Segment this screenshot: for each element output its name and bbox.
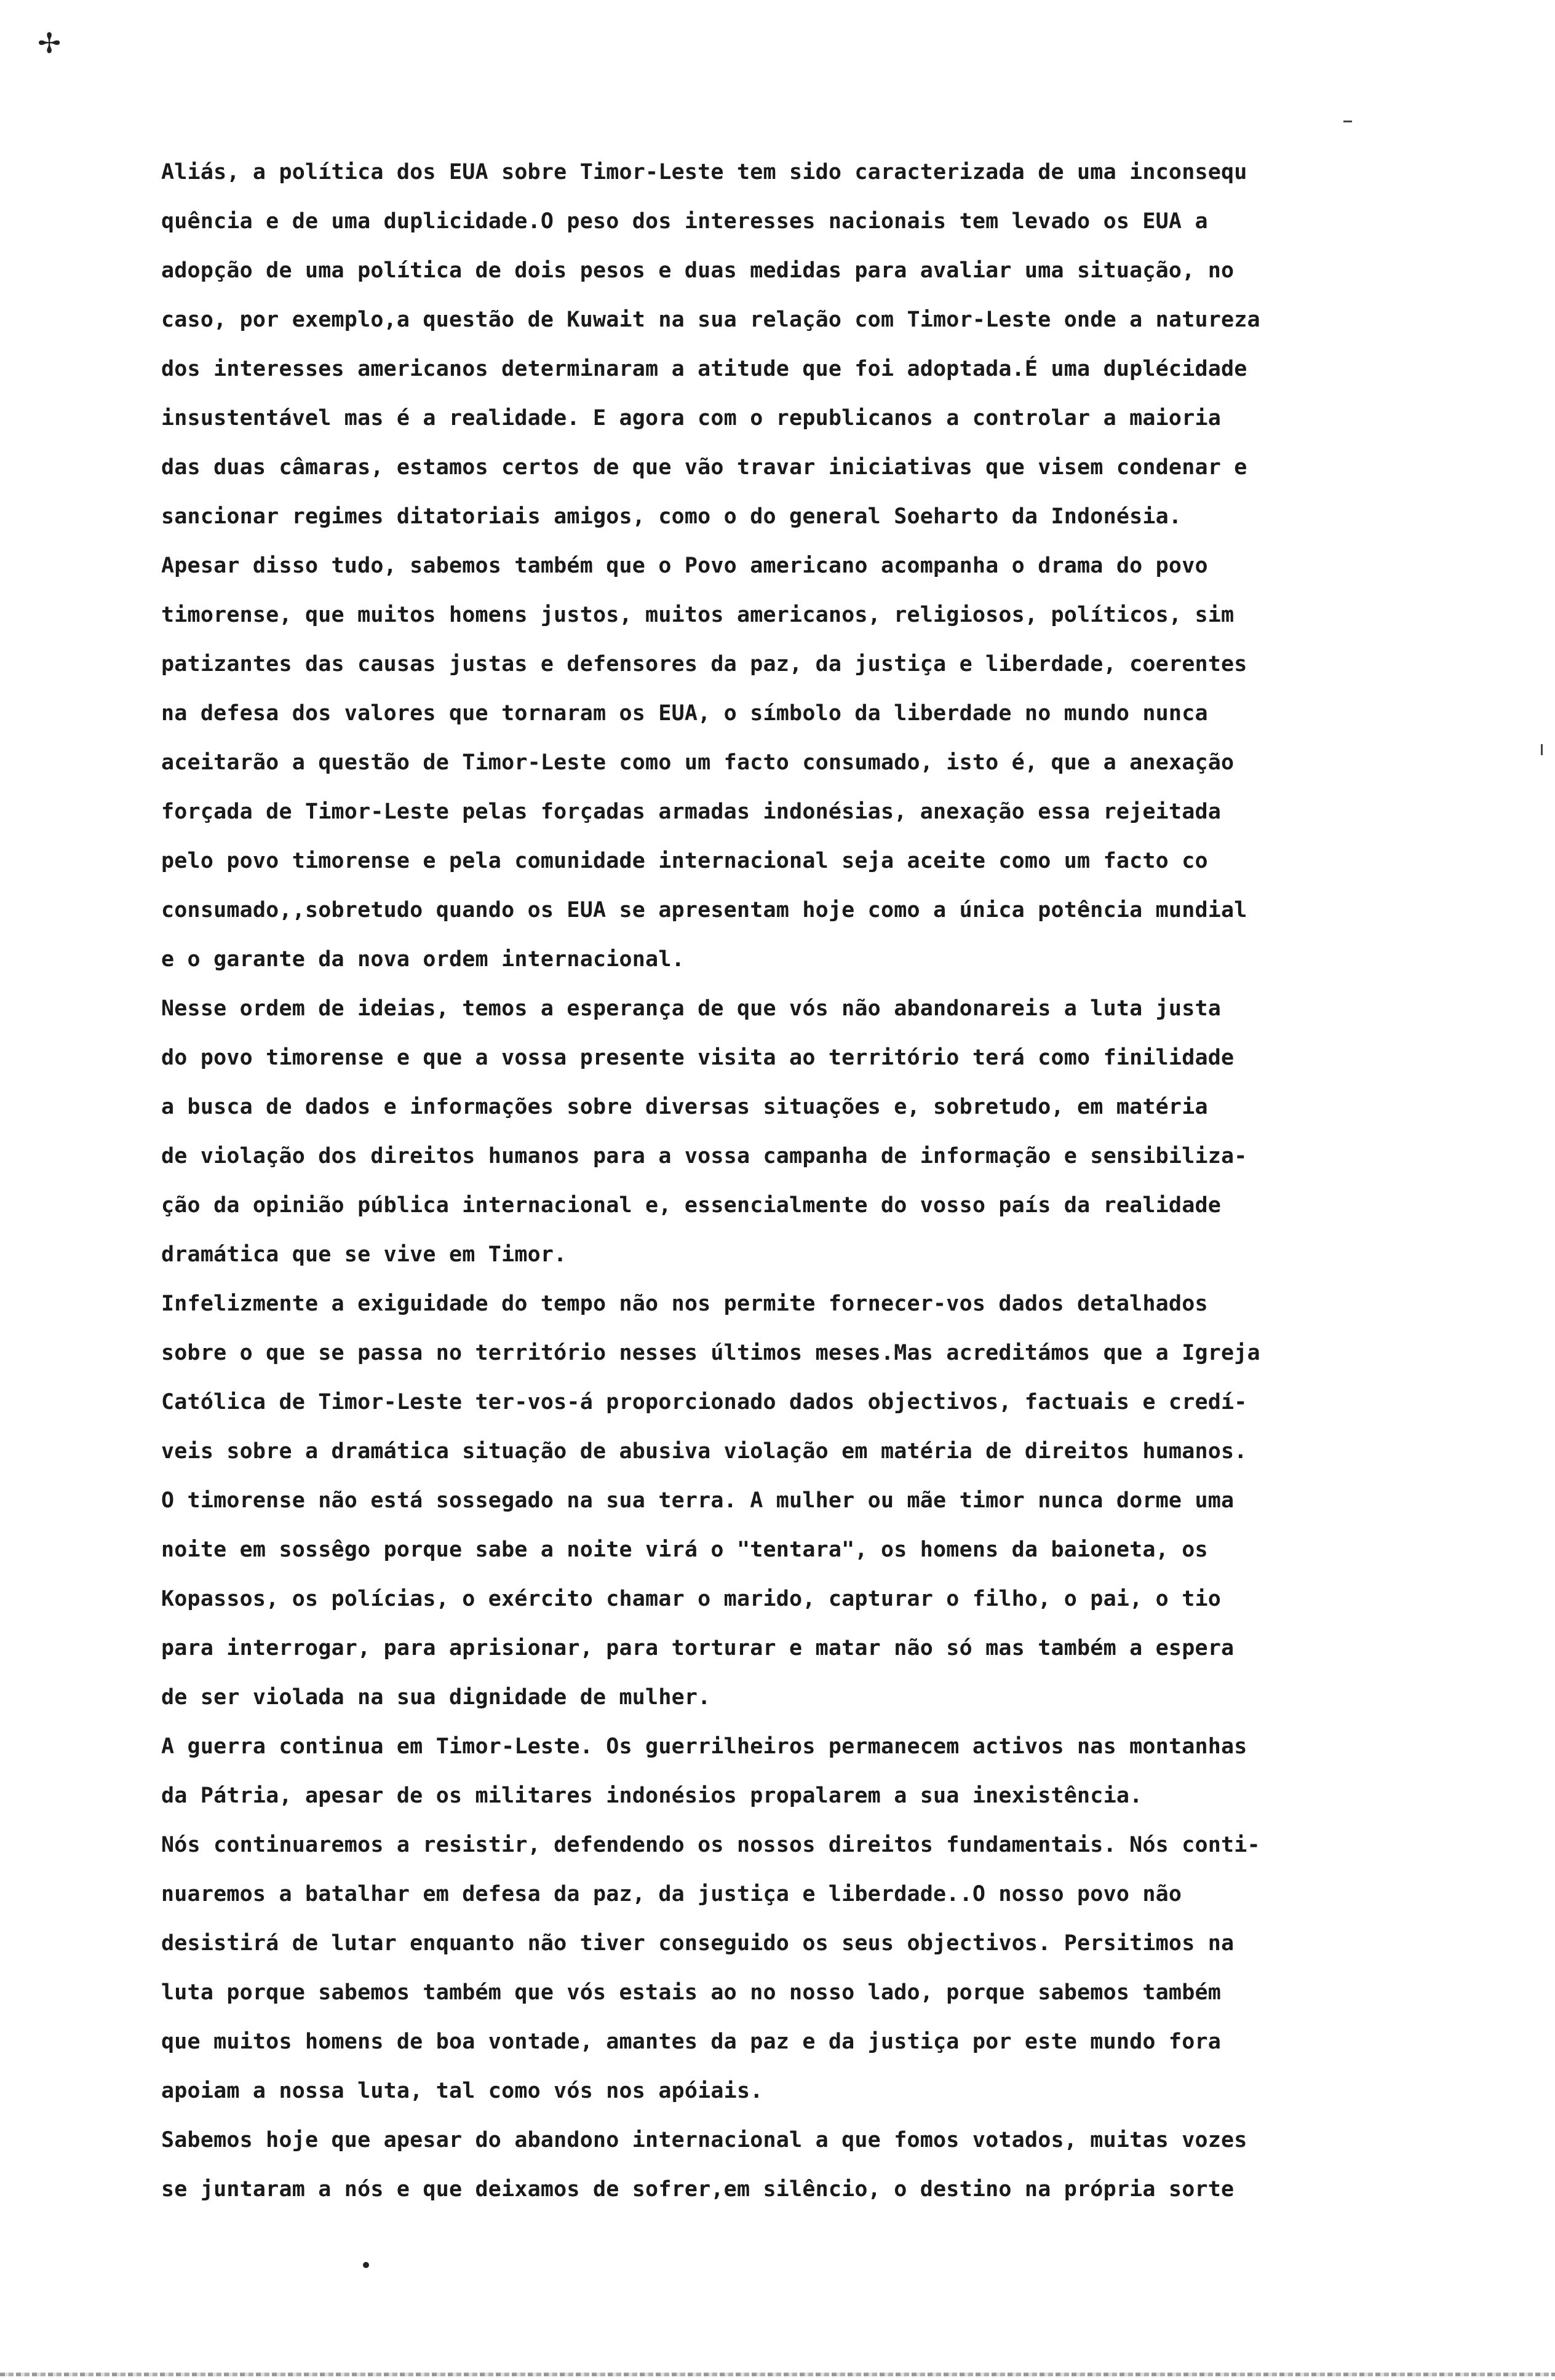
text-line: dramática que se vive em Timor. xyxy=(161,1242,567,1267)
scan-artifact-mark: ✢ xyxy=(38,19,61,62)
text-line: se juntaram a nós e que deixamos de sofrer,em silêncio, o destino na própria sorte xyxy=(161,2177,1235,2202)
text-line: na defesa dos valores que tornaram os EUA, o símbolo da liberdade no mundo nunca xyxy=(161,701,1208,726)
text-line: Sabemos hoje que apesar do abandono internacional a que fomos votados, muitas vozes xyxy=(161,2128,1247,2152)
text-line: insustentável mas é a realidade. E agora com o republicanos a controlar a maioria xyxy=(161,406,1222,430)
text-line: Nesse ordem de ideias, temos a esperança de que vós não abandonareis a luta justa xyxy=(161,996,1222,1021)
text-line: forçada de Timor-Leste pelas forçadas armadas indonésias, anexação essa rejeitada xyxy=(161,799,1222,824)
text-line: ção da opinião pública internacional e, essencialmente do vosso país da realidade xyxy=(161,1193,1222,1218)
stray-mark xyxy=(1541,744,1543,755)
text-line: adopção de uma política de dois pesos e duas medidas para avaliar uma situação, no xyxy=(161,258,1235,283)
stray-mark xyxy=(1343,121,1352,122)
text-line: luta porque sabemos também que vós estais ao no nosso lado, porque sabemos também xyxy=(161,1980,1222,2005)
text-line: Católica de Timor-Leste ter-vos-á proporcionado dados objectivos, factuais e credí- xyxy=(161,1390,1247,1414)
page-bottom-edge xyxy=(0,2373,1555,2376)
text-line: desistirá de lutar enquanto não tiver conseguido os seus objectivos. Persitimos na xyxy=(161,1931,1235,1956)
text-line: das duas câmaras, estamos certos de que vão travar iniciativas que visem condenar e xyxy=(161,455,1247,480)
text-line: veis sobre a dramática situação de abusiva violação em matéria de direitos humanos. xyxy=(161,1439,1247,1464)
text-line: apoiam a nossa luta, tal como vós nos apóiais. xyxy=(161,2079,763,2103)
text-line: de ser violada na sua dignidade de mulher. xyxy=(161,1685,711,1710)
text-line: consumado,,sobretudo quando os EUA se apresentam hoje como a única potência mundial xyxy=(161,898,1247,922)
text-line: Nós continuaremos a resistir, defendendo os nossos direitos fundamentais. Nós conti- xyxy=(161,1833,1260,1857)
text-line: a busca de dados e informações sobre diversas situações e, sobretudo, em matéria xyxy=(161,1095,1208,1119)
text-line: aceitarão a questão de Timor-Leste como um facto consumado, isto é, que a anexação xyxy=(161,750,1235,775)
letter-body xyxy=(161,148,1447,2214)
text-line: quência e de uma duplicidade.O peso dos interesses nacionais tem levado os EUA a xyxy=(161,209,1208,234)
text-line: de violação dos direitos humanos para a vossa campanha de informação e sensibiliza- xyxy=(161,1144,1247,1168)
text-line: nuaremos a batalhar em defesa da paz, da justiça e liberdade..O nosso povo não xyxy=(161,1882,1182,1906)
text-line: A guerra continua em Timor-Leste. Os guerrilheiros permanecem activos nas montanhas xyxy=(161,1734,1247,1759)
text-line: Infelizmente a exiguidade do tempo não nos permite fornecer-vos dados detalhados xyxy=(161,1291,1208,1316)
text-line: O timorense não está sossegado na sua terra. A mulher ou mãe timor nunca dorme uma xyxy=(161,1488,1235,1513)
text-line: pelo povo timorense e pela comunidade internacional seja aceite como um facto co xyxy=(161,849,1208,873)
text-line: e o garante da nova ordem internacional. xyxy=(161,947,685,972)
bullet-mark xyxy=(363,2262,369,2268)
text-line: timorense, que muitos homens justos, muitos americanos, religiosos, políticos, sim xyxy=(161,603,1235,627)
text-line: da Pátria, apesar de os militares indonésios propalarem a sua inexistência. xyxy=(161,1783,1143,1808)
text-line: noite em sossêgo porque sabe a noite virá o "tentara", os homens da baioneta, os xyxy=(161,1537,1208,1562)
text-line: patizantes das causas justas e defensores da paz, da justiça e liberdade, coerentes xyxy=(161,652,1247,676)
text-line: Aliás, a política dos EUA sobre Timor-Leste tem sido caracterizada de uma inconsequ xyxy=(161,160,1247,184)
text-line: que muitos homens de boa vontade, amantes da paz e da justiça por este mundo fora xyxy=(161,2029,1222,2054)
text-line: para interrogar, para aprisionar, para torturar e matar não só mas também a espera xyxy=(161,1636,1235,1660)
text-line: caso, por exemplo,a questão de Kuwait na sua relação com Timor-Leste onde a natureza xyxy=(161,307,1260,332)
text-line: sobre o que se passa no território nesses últimos meses.Mas acreditámos que a Igreja xyxy=(161,1341,1260,1365)
text-line: dos interesses americanos determinaram a atitude que foi adoptada.É uma duplécidade xyxy=(161,357,1247,381)
text-line: Kopassos, os polícias, o exército chamar o marido, capturar o filho, o pai, o tio xyxy=(161,1587,1222,1611)
text-line: Apesar disso tudo, sabemos também que o Povo americano acompanha o drama do povo xyxy=(161,553,1208,578)
text-line: do povo timorense e que a vossa presente visita ao território terá como finilidade xyxy=(161,1045,1235,1070)
text-line: sancionar regimes ditatoriais amigos, como o do general Soeharto da Indonésia. xyxy=(161,504,1182,529)
